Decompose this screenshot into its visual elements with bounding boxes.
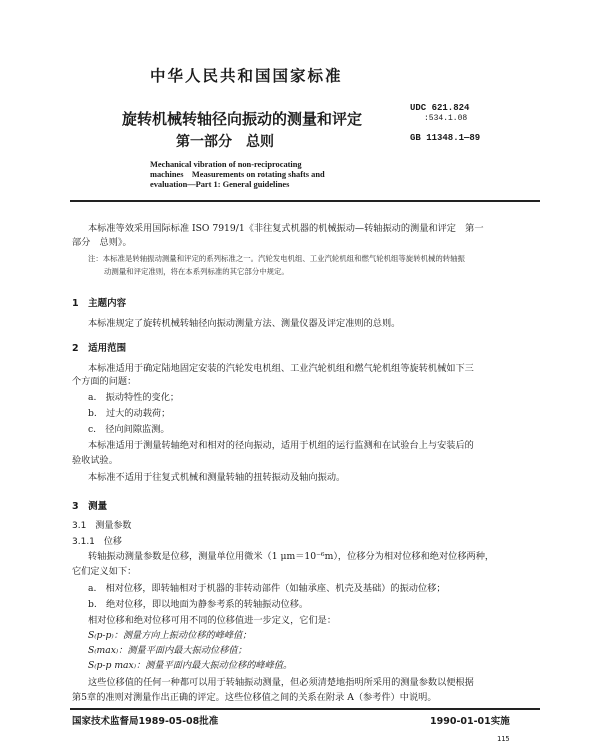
effective-date: 1990-01-01实施 xyxy=(430,716,510,727)
section-3-para-2: 相对位移和绝对位移可用不同的位移值进一步定义，它们是： xyxy=(88,615,337,626)
intro-note-line-1: 注：本标准是转轴振动测量和评定的系列标准之一。汽轮发电机组、工业汽轮机组和燃气轮机组等旋转机械的转轴振 xyxy=(88,254,465,263)
udc-code-continuation: :534.1.08 xyxy=(424,114,468,123)
page-number: 115 xyxy=(497,735,510,743)
section-3-item-a: a. 相对位移，即转轴相对于机器的非转动部件（如轴承座、机壳及基础）的振动位移； xyxy=(88,583,446,594)
definition-s-pp-max: S₍p-p max₎：测量平面内最大振动位移的峰峰值。 xyxy=(88,660,293,671)
footer-divider xyxy=(70,708,540,710)
intro-note-line-2: 动测量和评定准则，将在本系列标准的其它部分中规定。 xyxy=(104,267,289,276)
section-2-para-2-line-1: 本标准适用于测量转轴绝对和相对的径向振动，适用于机组的运行监测和在试验台上与安装后的 xyxy=(88,440,474,451)
title-en-line-3: evaluation—Part 1: General guidelines xyxy=(150,180,290,189)
definition-s-pp: S₍p-p₎：测量方向上振动位移的峰峰值； xyxy=(88,630,252,641)
udc-code: UDC 621.824 xyxy=(410,103,470,113)
header-divider xyxy=(70,200,540,202)
intro-line-2: 部分 总则》。 xyxy=(72,237,132,248)
section-3-para-3-line-2: 第5章的准则对测量作出正确的评定。这些位移值之间的关系在附录 A（参考件）中说明。 xyxy=(72,692,437,703)
section-2-heading: 2 适用范围 xyxy=(72,343,127,354)
section-2-para-1-line-2: 个方面的问题： xyxy=(72,376,137,387)
section-3-item-b: b. 绝对位移，即以地面为静参考系的转轴振动位移。 xyxy=(88,599,309,610)
section-3-para-1-line-2: 它们定义如下： xyxy=(72,566,137,577)
section-2-item-b: b. 过大的动载荷； xyxy=(88,408,171,419)
definition-s-max: S₍max₎：测量平面内最大振动位移值； xyxy=(88,645,247,656)
section-3-para-3-line-1: 这些位移值的任何一种都可以用于转轴振动测量，但必须清楚地指明所采用的测量参数以便根据 xyxy=(88,677,474,688)
section-2-para-1-line-1: 本标准适用于确定陆地固定安装的汽轮发电机组、工业汽轮机组和燃气轮机组等旋转机械如下三 xyxy=(88,363,474,374)
national-standard-heading: 中华人民共和国国家标准 xyxy=(150,67,343,85)
section-2-item-c: c. 径向间隙监测。 xyxy=(88,424,170,435)
approval-date: 国家技术监督局1989-05-08批准 xyxy=(72,716,219,727)
section-3-1-heading: 3.1 测量参数 xyxy=(72,521,132,531)
title-en-line-1: Mechanical vibration of non-reciprocating xyxy=(150,160,302,169)
section-3-para-1-line-1: 转轴振动测量参数是位移，测量单位用微米（1 μm＝10⁻⁶m），位移分为相对位移和绝对位移两种， xyxy=(88,551,495,562)
title-en-line-2: machines Measurements on rotating shafts and xyxy=(150,170,325,179)
section-1-text: 本标准规定了旋转机械转轴径向振动测量方法、测量仪器及评定准则的总则。 xyxy=(88,318,401,329)
section-2-para-2-line-2: 验收试验。 xyxy=(72,455,118,466)
section-2-item-a: a. 振动特性的变化； xyxy=(88,392,180,403)
section-3-1-1-heading: 3.1.1 位移 xyxy=(72,537,122,547)
document-title-cn: 旋转机械转轴径向振动的测量和评定 xyxy=(122,110,363,128)
section-3-heading: 3 测量 xyxy=(72,501,108,512)
document-subtitle-cn: 第一部分 总则 xyxy=(176,134,274,150)
gb-standard-number: GB 11348.1—89 xyxy=(410,133,481,143)
section-2-para-3: 本标准不适用于往复式机械和测量转轴的扭转振动及轴向振动。 xyxy=(88,472,346,483)
section-1-heading: 1 主题内容 xyxy=(72,298,127,309)
intro-line-1: 本标准等效采用国际标准 ISO 7919/1《非往复式机器的机械振动—转轴振动的测量和评定 第一 xyxy=(88,223,484,234)
